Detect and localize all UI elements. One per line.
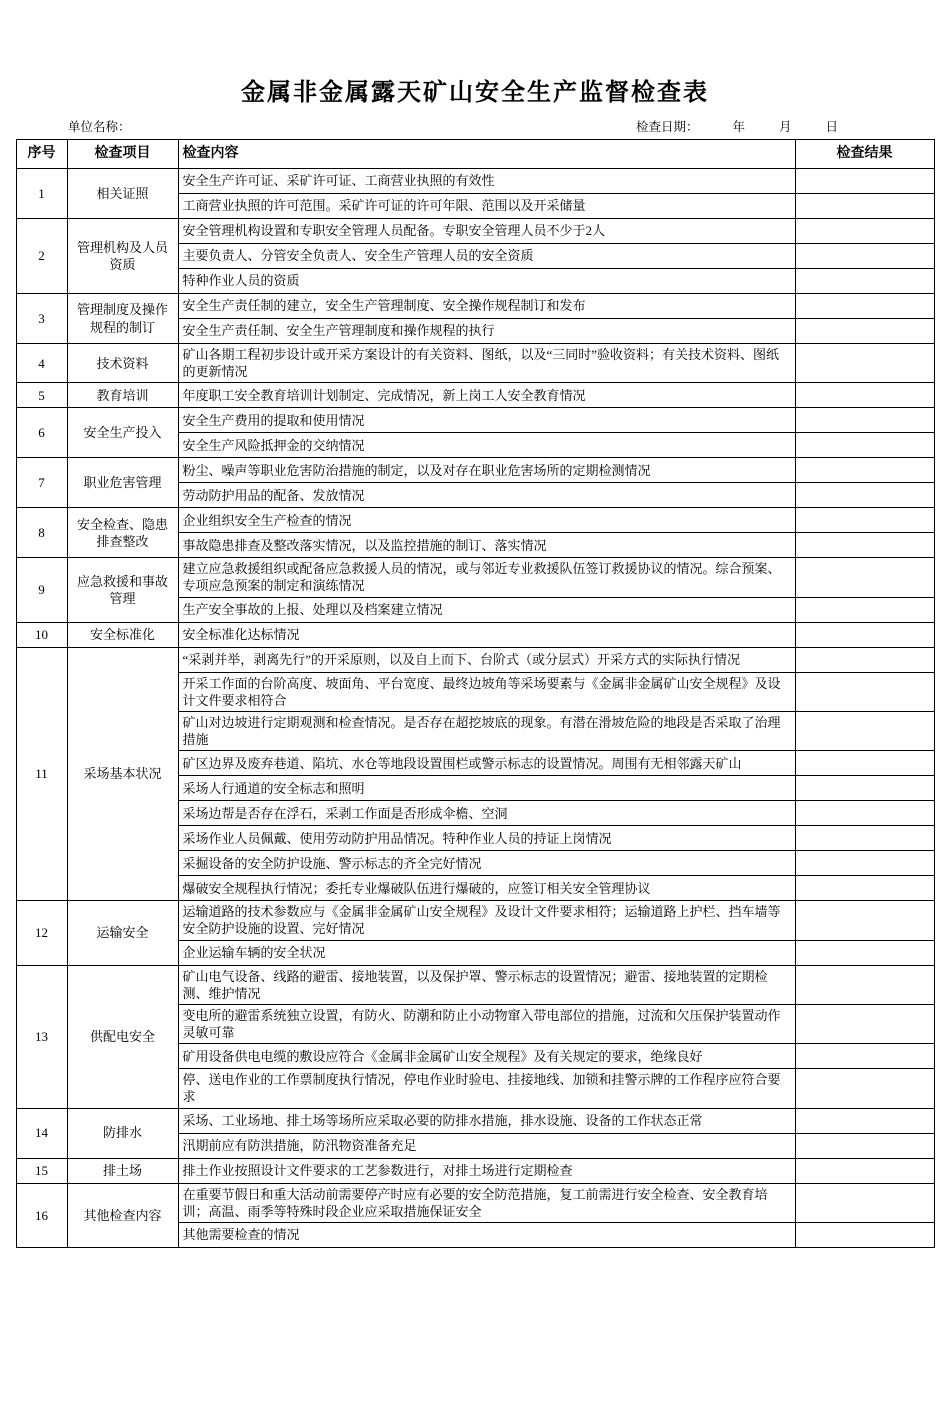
inspection-content: 采掘设备的安全防护设施、警示标志的齐全完好情况 xyxy=(178,851,795,876)
row-number: 6 xyxy=(16,408,67,458)
inspection-content: 采场边帮是否存在浮石，采剥工作面是否形成伞檐、空洞 xyxy=(178,801,795,826)
row-number: 9 xyxy=(16,558,67,622)
inspection-result-cell[interactable] xyxy=(795,194,934,219)
inspection-result-cell[interactable] xyxy=(795,219,934,244)
inspection-result-cell[interactable] xyxy=(795,672,934,711)
row-number: 3 xyxy=(16,294,67,344)
inspection-result-cell[interactable] xyxy=(795,851,934,876)
inspection-item: 相关证照 xyxy=(67,169,178,219)
inspection-content: 建立应急救援组织或配备应急救援人员的情况，或与邻近专业救援队伍签订救援协议的情况。综合预案、专项应急预案的制定和演练情况 xyxy=(178,558,795,597)
inspection-item: 管理机构及人员资质 xyxy=(67,219,178,294)
date-fields xyxy=(636,117,882,135)
row-number: 11 xyxy=(16,647,67,901)
inspection-item: 管理制度及操作规程的制订 xyxy=(67,294,178,344)
table-row xyxy=(16,458,934,483)
header-item: 检查项目 xyxy=(67,140,178,169)
header-content: 检查内容 xyxy=(178,140,795,169)
table-row xyxy=(16,219,934,244)
inspection-content: 安全生产费用的提取和使用情况 xyxy=(178,408,795,433)
inspection-item: 其他检查内容 xyxy=(67,1183,178,1247)
row-number: 16 xyxy=(16,1183,67,1247)
page-title: 金属非金属露天矿山安全生产监督检查表 xyxy=(241,80,709,106)
row-number: 1 xyxy=(16,169,67,219)
inspection-content: “采剥并举，剥离先行”的开采原则，以及自上而下、台阶式（或分层式）开采方式的实际执行情况 xyxy=(178,647,795,672)
inspection-result-cell[interactable] xyxy=(795,940,934,965)
inspection-content: 在重要节假日和重大活动前需要停产时应有必要的安全防范措施，复工前需进行安全检查、安全教育培训；高温、雨季等特殊时段企业应采取措施保证安全 xyxy=(178,1183,795,1222)
inspection-result-cell[interactable] xyxy=(795,1069,934,1108)
inspection-content: 事故隐患排查及整改落实情况，以及监控措施的制订、落实情况 xyxy=(178,533,795,558)
inspection-result-cell[interactable] xyxy=(795,1222,934,1247)
inspection-content: 粉尘、噪声等职业危害防治措施的制定，以及对存在职业危害场所的定期检测情况 xyxy=(178,458,795,483)
inspection-result-cell[interactable] xyxy=(795,458,934,483)
inspection-content: 安全管理机构设置和专职安全管理人员配备。专职安全管理人员不少于2人 xyxy=(178,219,795,244)
inspection-result-cell[interactable] xyxy=(795,319,934,344)
table-row xyxy=(16,1183,934,1222)
inspection-content: 汛期前应有防洪措施，防汛物资准备充足 xyxy=(178,1133,795,1158)
inspection-item: 排土场 xyxy=(67,1158,178,1183)
inspection-result-cell[interactable] xyxy=(795,483,934,508)
inspection-result-cell[interactable] xyxy=(795,1004,934,1043)
checklist-table xyxy=(16,139,935,1248)
inspection-content: 企业组织安全生产检查的情况 xyxy=(178,508,795,533)
inspection-item: 安全标准化 xyxy=(67,622,178,647)
inspection-content: 企业运输车辆的安全状况 xyxy=(178,940,795,965)
inspection-content: 主要负责人、分管安全负责人、安全生产管理人员的安全资质 xyxy=(178,244,795,269)
inspection-content: 停、送电作业的工作票制度执行情况，停电作业时验电、挂接地线、加锁和挂警示牌的工作程序应符合要求 xyxy=(178,1069,795,1108)
table-row xyxy=(16,965,934,1004)
table-row xyxy=(16,1158,934,1183)
inspection-content: 工商营业执照的许可范围。采矿许可证的许可年限、范围以及开采储量 xyxy=(178,194,795,219)
row-number: 13 xyxy=(16,965,67,1108)
inspection-result-cell[interactable] xyxy=(795,965,934,1004)
table-row xyxy=(16,622,934,647)
inspection-content: 矿区边界及废弃巷道、陷坑、水仓等地段设置围栏或警示标志的设置情况。周围有无相邻露天矿山 xyxy=(178,751,795,776)
table-body xyxy=(16,169,934,1248)
inspection-result-cell[interactable] xyxy=(795,1183,934,1222)
inspection-result-cell[interactable] xyxy=(795,533,934,558)
inspection-item: 供配电安全 xyxy=(67,965,178,1108)
inspection-result-cell[interactable] xyxy=(795,1044,934,1069)
inspection-content: 生产安全事故的上报、处理以及档案建立情况 xyxy=(178,597,795,622)
inspection-result-cell[interactable] xyxy=(795,711,934,750)
inspection-result-cell[interactable] xyxy=(795,901,934,940)
inspection-content: 其他需要检查的情况 xyxy=(178,1222,795,1247)
inspection-result-cell[interactable] xyxy=(795,597,934,622)
inspection-result-cell[interactable] xyxy=(795,776,934,801)
inspection-result-cell[interactable] xyxy=(795,169,934,194)
inspection-date-label: 检查日期： xyxy=(635,120,699,134)
table-row xyxy=(16,294,934,319)
inspection-item: 防排水 xyxy=(67,1108,178,1158)
row-number: 8 xyxy=(16,508,67,558)
inspection-item: 应急救援和事故管理 xyxy=(67,558,178,622)
inspection-content: 矿山对边坡进行定期观测和检查情况。是否存在超挖坡底的现象。有潜在滑坡危险的地段是否采取了治理措施 xyxy=(178,711,795,750)
inspection-item: 安全检查、隐患排查整改 xyxy=(67,508,178,558)
table-row xyxy=(16,344,934,383)
table-row xyxy=(16,647,934,672)
unit-name-label: 单位名称： xyxy=(68,120,131,134)
inspection-result-cell[interactable] xyxy=(795,294,934,319)
header-no: 序号 xyxy=(16,140,67,169)
inspection-content: 排土作业按照设计文件要求的工艺参数进行，对排土场进行定期检查 xyxy=(178,1158,795,1183)
inspection-content: 采场、工业场地、排土场等场所应采取必要的防排水措施，排水设施、设备的工作状态正常 xyxy=(178,1108,795,1133)
inspection-item: 安全生产投入 xyxy=(67,408,178,458)
table-header-row xyxy=(16,140,934,169)
inspection-result-cell[interactable] xyxy=(795,408,934,433)
table-row xyxy=(16,1108,934,1133)
inspection-content: 安全生产许可证、采矿许可证、工商营业执照的有效性 xyxy=(178,169,795,194)
inspection-result-cell[interactable] xyxy=(795,1133,934,1158)
inspection-result-cell[interactable] xyxy=(795,876,934,901)
inspection-result-cell[interactable] xyxy=(795,344,934,383)
inspection-result-cell[interactable] xyxy=(795,508,934,533)
inspection-item: 技术资料 xyxy=(67,344,178,383)
table-row xyxy=(16,383,934,408)
row-number: 12 xyxy=(16,901,67,965)
table-row xyxy=(16,408,934,433)
inspection-result-cell[interactable] xyxy=(795,383,934,408)
day-label: 日 xyxy=(825,120,838,134)
inspection-content: 变电所的避雷系统独立设置，有防火、防潮和防止小动物窜入带电部位的措施，过流和欠压保护装置动作灵敏可靠 xyxy=(178,1004,795,1043)
inspection-content: 开采工作面的台阶高度、坡面角、平台宽度、最终边坡角等采场要素与《金属非金属矿山安全规程》及设计文件要求相符合 xyxy=(178,672,795,711)
inspection-content: 特种作业人员的资质 xyxy=(178,269,795,294)
table-row xyxy=(16,169,934,194)
inspection-result-cell[interactable] xyxy=(795,433,934,458)
table-row xyxy=(16,508,934,533)
inspection-content: 采场人行通道的安全标志和照明 xyxy=(178,776,795,801)
inspection-content: 安全生产责任制、安全生产管理制度和操作规程的执行 xyxy=(178,319,795,344)
row-number: 7 xyxy=(16,458,67,508)
table-row xyxy=(16,901,934,940)
inspection-item: 职业危害管理 xyxy=(67,458,178,508)
inspection-result-cell[interactable] xyxy=(795,244,934,269)
inspection-content: 安全生产风险抵押金的交纳情况 xyxy=(178,433,795,458)
row-number: 5 xyxy=(16,383,67,408)
inspection-content: 劳动防护用品的配备、发放情况 xyxy=(178,483,795,508)
inspection-item: 运输安全 xyxy=(67,901,178,965)
inspection-result-cell[interactable] xyxy=(795,1108,934,1133)
meta-row xyxy=(12,117,938,139)
inspection-item: 教育培训 xyxy=(67,383,178,408)
inspection-content: 年度职工安全教育培训计划制定、完成情况，新上岗工人安全教育情况 xyxy=(178,383,795,408)
inspection-result-cell[interactable] xyxy=(795,558,934,597)
inspection-result-cell[interactable] xyxy=(795,622,934,647)
row-number: 10 xyxy=(16,622,67,647)
inspection-content: 安全标准化达标情况 xyxy=(178,622,795,647)
row-number: 14 xyxy=(16,1108,67,1158)
row-number: 4 xyxy=(16,344,67,383)
inspection-content: 安全生产责任制的建立，安全生产管理制度、安全操作规程制订和发布 xyxy=(178,294,795,319)
document-page xyxy=(0,72,950,1248)
inspection-content: 爆破安全规程执行情况；委托专业爆破队伍进行爆破的，应签订相关安全管理协议 xyxy=(178,876,795,901)
inspection-item: 采场基本状况 xyxy=(67,647,178,901)
table-row xyxy=(16,558,934,597)
row-number: 15 xyxy=(16,1158,67,1183)
inspection-content: 矿山各期工程初步设计或开采方案设计的有关资料、图纸，以及“三同时”验收资料；有关技术资料、图纸的更新情况 xyxy=(178,344,795,383)
inspection-result-cell[interactable] xyxy=(795,826,934,851)
year-label: 年 xyxy=(732,120,745,134)
inspection-result-cell[interactable] xyxy=(795,1158,934,1183)
inspection-content: 采场作业人员佩戴、使用劳动防护用品情况。特种作业人员的持证上岗情况 xyxy=(178,826,795,851)
month-label: 月 xyxy=(778,120,792,134)
inspection-content: 运输道路的技术参数应与《金属非金属矿山安全规程》及设计文件要求相符；运输道路上护栏、挡车墙等安全防护设施的设置、完好情况 xyxy=(178,901,795,940)
row-number: 2 xyxy=(16,219,67,294)
header-result: 检查结果 xyxy=(795,140,934,169)
inspection-content: 矿用设备供电电缆的敷设应符合《金属非金属矿山安全规程》及有关规定的要求，绝缘良好 xyxy=(178,1044,795,1069)
inspection-content: 矿山电气设备、线路的避雷、接地装置，以及保护罩、警示标志的设置情况；避雷、接地装置的定期检测、维护情况 xyxy=(178,965,795,1004)
inspection-result-cell[interactable] xyxy=(795,751,934,776)
inspection-result-cell[interactable] xyxy=(795,647,934,672)
inspection-result-cell[interactable] xyxy=(795,801,934,826)
inspection-result-cell[interactable] xyxy=(795,269,934,294)
